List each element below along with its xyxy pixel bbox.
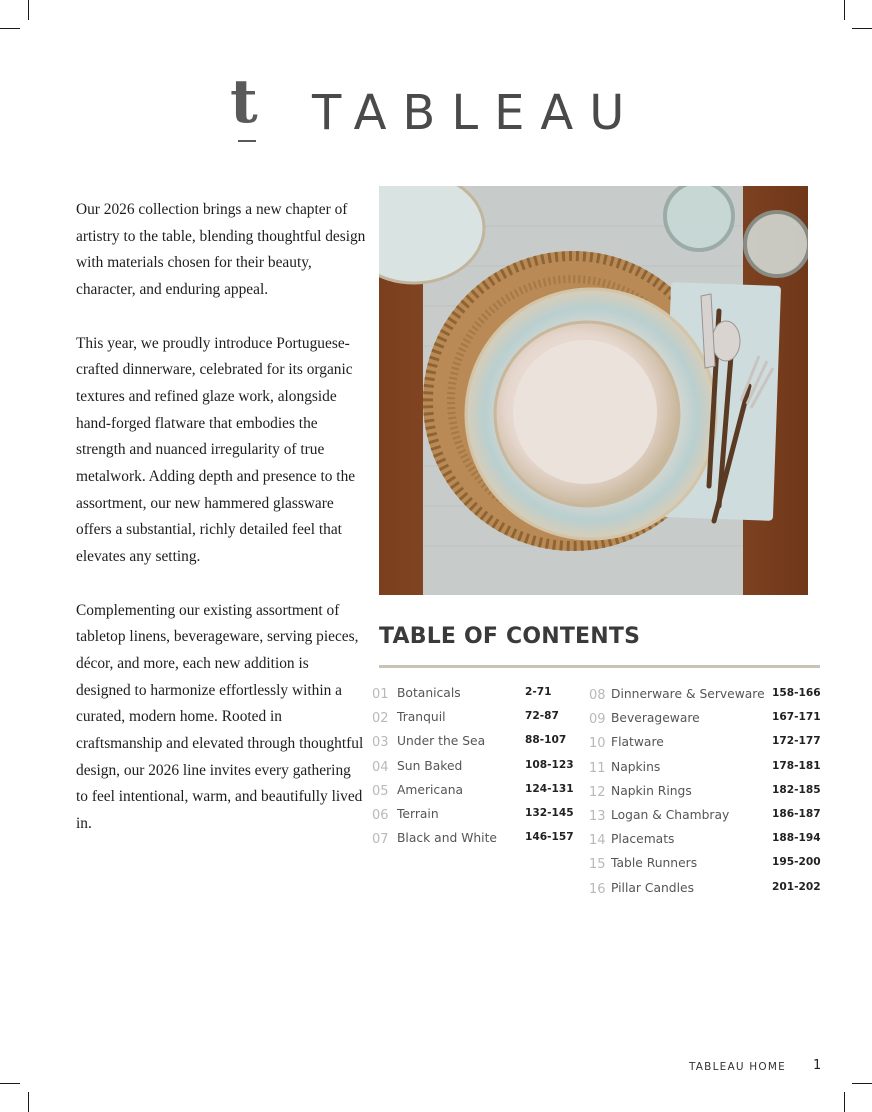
crop-mark <box>0 1083 20 1084</box>
toc-entry-pages: 167-171 <box>772 711 821 724</box>
toc-entry-pages: 146-157 <box>525 831 574 844</box>
toc-entry-name: Table Runners <box>611 856 698 871</box>
brand-logo <box>230 67 650 152</box>
toc-title: TABLE OF CONTENTS <box>379 624 641 649</box>
toc-entry-number: 09 <box>589 712 606 728</box>
toc-entry-pages: 158-166 <box>772 687 821 699</box>
brand-mark-underline <box>238 140 256 142</box>
crop-mark <box>0 28 20 29</box>
toc-entry-number: 15 <box>589 857 606 873</box>
toc-entry-number: 11 <box>589 760 606 776</box>
brand-mark: t <box>230 67 258 137</box>
toc-entry-number: 04 <box>372 759 389 775</box>
toc-entry-name: Terrain <box>397 806 439 821</box>
crop-mark <box>844 0 845 20</box>
intro-paragraph: This year, we proudly introduce Portuguese-crafted dinnerware, celebrated for its organic textures and refined glaze work, alongside hand-forged flatware that embodies the strength and nuanced irregularity of true metalwork. Adding depth and presence to the assortment, our new hammered glassware offers a substantial, richly detailed feel that elevates any setting. <box>76 334 356 566</box>
crop-mark <box>852 28 872 29</box>
toc-entry-name: Flatware <box>611 735 664 750</box>
toc-entry-pages: 172-177 <box>772 735 821 748</box>
crop-mark <box>844 1092 845 1112</box>
crop-mark <box>28 1092 29 1112</box>
toc-entry-pages: 124-131 <box>525 782 574 795</box>
toc-entry-number: 13 <box>589 808 606 824</box>
toc-entry-number: 14 <box>589 833 606 849</box>
toc-entry-pages: 72-87 <box>525 710 559 723</box>
intro-paragraph: Complementing our existing assortment of tabletop linens, beverageware, serving pieces, décor, and more, each new addition is designed to harmonize effortlessly within a curated, modern home. Rooted in craftsmanship and elevated through thoughtful design, our 2026 line invites every gathering to feel intentional, warm, and beautifully lived in. <box>76 601 364 833</box>
toc-entry-number: 16 <box>589 881 606 897</box>
toc-entry-pages: 108-123 <box>525 758 574 771</box>
toc-entry-name: Pillar Candles <box>611 880 695 895</box>
toc-entry-number: 02 <box>372 711 389 727</box>
toc-entry-name: Tranquil <box>397 710 446 725</box>
toc-entry-number: 06 <box>372 807 389 823</box>
toc-entry-pages: 178-181 <box>772 759 821 772</box>
toc-entry-pages: 88-107 <box>525 734 567 747</box>
toc-entry-name: Napkin Rings <box>611 783 692 798</box>
intro-paragraph: Our 2026 collection brings a new chapter of artistry to the table, blending thoughtful design with materials chosen for their beauty, character, and enduring appeal. <box>76 201 366 299</box>
toc-entry-number: 01 <box>372 687 389 702</box>
toc-entry-name: Black and White <box>397 831 497 846</box>
crop-mark <box>28 0 29 20</box>
place-setting-photo <box>379 186 808 595</box>
toc-entry-number: 05 <box>372 783 389 799</box>
toc-entry-pages: 182-185 <box>772 783 821 796</box>
toc-entry-name: Botanicals <box>397 686 461 700</box>
toc-entry-number: 07 <box>372 832 389 848</box>
toc-entry-name: Napkins <box>611 759 661 774</box>
toc-entry-name: Dinnerware & Serveware <box>611 687 765 701</box>
toc-entry-name: Sun Baked <box>397 758 463 773</box>
toc-entry-number: 10 <box>589 736 606 752</box>
intro-text <box>76 197 366 865</box>
page-number: 1 <box>813 1058 822 1073</box>
toc-entry-pages: 186-187 <box>772 807 821 820</box>
footer-label: TABLEAU HOME <box>689 1061 786 1073</box>
toc-entry-name: Logan & Chambray <box>611 807 730 822</box>
toc-entry-name: Under the Sea <box>397 734 486 749</box>
toc-entry-pages: 2-71 <box>525 686 552 698</box>
brand-wordmark: TABLEAU <box>312 85 641 141</box>
toc-entry-pages: 188-194 <box>772 832 821 845</box>
toc-entry-pages: 195-200 <box>772 856 821 869</box>
toc-entry-pages: 132-145 <box>525 806 574 819</box>
toc-entry-name: Beverageware <box>611 711 700 726</box>
toc-entry-name: Placemats <box>611 832 675 847</box>
toc-divider <box>379 665 820 668</box>
toc-entry-number: 12 <box>589 784 606 800</box>
toc-entry-pages: 201-202 <box>772 880 821 893</box>
toc-entry-name: Americana <box>397 782 464 797</box>
toc-entry-number: 08 <box>589 688 606 703</box>
toc-entry-number: 03 <box>372 735 389 751</box>
crop-mark <box>852 1083 872 1084</box>
